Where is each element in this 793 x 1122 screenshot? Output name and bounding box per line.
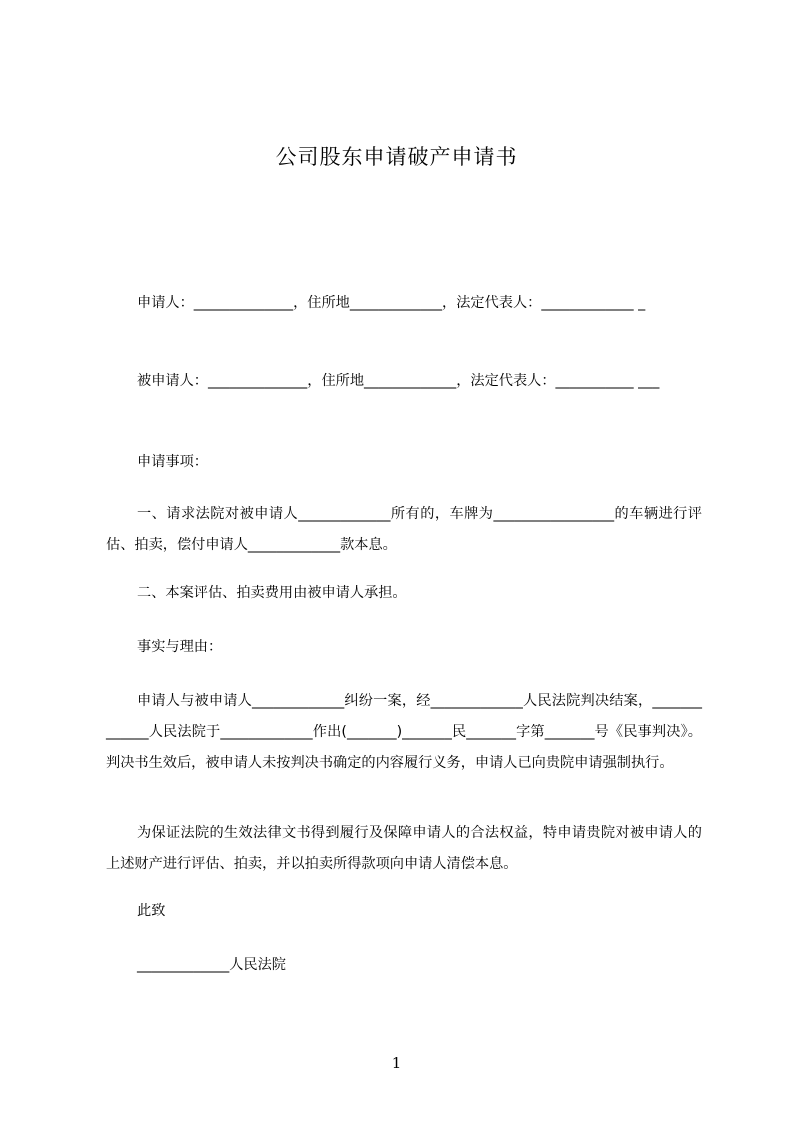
purpose-paragraph: 为保证法院的生效法律文书得到履行及保障申请人的合法权益，特申请贵院对被申请人的上述财产进行评估、拍卖，并以拍卖所得款项向申请人清偿本息。 bbox=[106, 825, 702, 872]
document-title: 公司股东申请破产申请书 bbox=[275, 145, 518, 169]
closing-salutation: 此致 bbox=[137, 903, 166, 919]
applicant-line: 申请人：______________，住所地_____________，法定代表人：_____________ _ bbox=[137, 295, 646, 311]
page-number: 1 bbox=[391, 1054, 402, 1072]
request-item-1: 一、请求法院对被申请人_____________所有的，车牌为_________________的车辆进行评估、拍卖，偿付申请人_____________款本息。 bbox=[106, 506, 702, 553]
court-line: _____________人民法院 bbox=[137, 957, 286, 973]
respondent-line: 被申请人：______________，住所地_____________，法定代表人：___________ ___ bbox=[137, 373, 660, 389]
request-item-2: 二、本案评估、拍卖费用由被申请人承担。 bbox=[137, 585, 407, 601]
facts-heading: 事实与理由： bbox=[137, 639, 223, 655]
facts-paragraph: 申请人与被申请人_____________纠纷一案，经_____________人民法院判决结案，_____________人民法院于_____________作出(_______)_______民_______字第_______号《民事判决》。判决书生效后，被申请人未按判决书确定的内容履行义务，申请人已向贵院申请强制执行。 bbox=[106, 693, 702, 771]
request-heading: 申请事项： bbox=[137, 454, 208, 470]
